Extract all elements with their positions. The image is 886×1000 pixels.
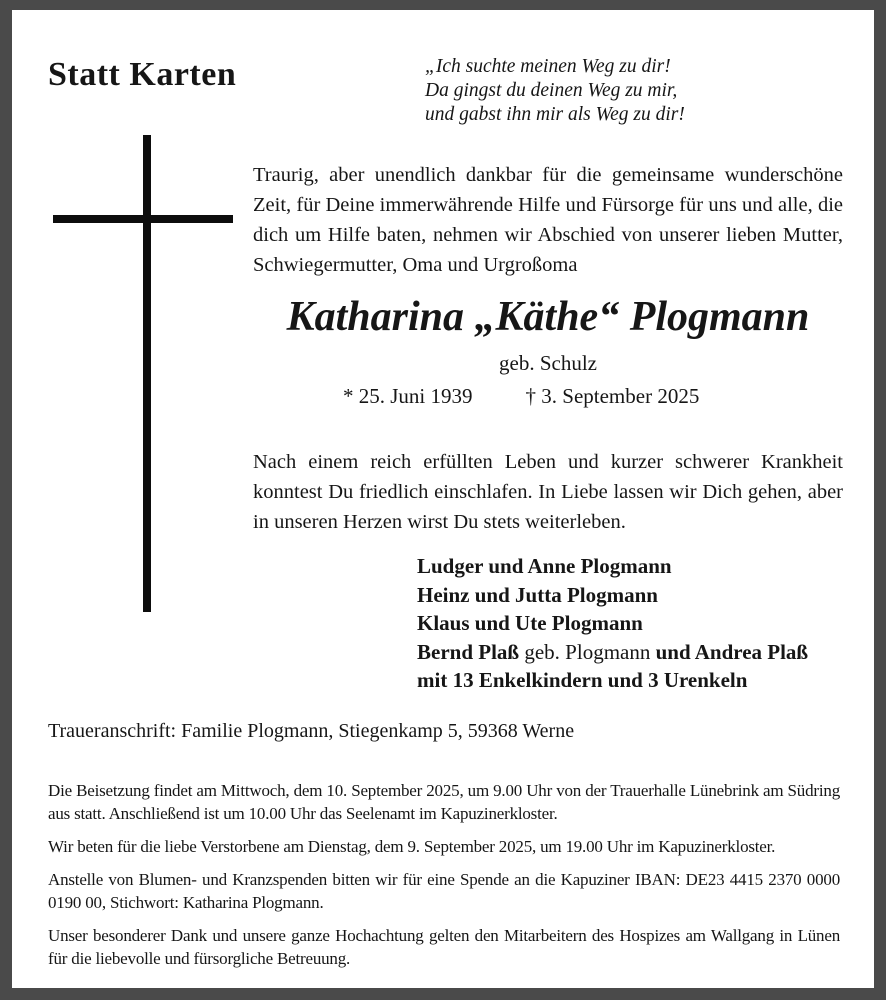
mourner-line-mixed — [417, 638, 808, 667]
memorial-quote — [425, 55, 685, 127]
grandchildren-line: mit 13 Enkelkindern und 3 Urenkeln — [417, 668, 748, 692]
announcement-donations: Anstelle von Blumen- und Kranzspenden bitten wir für eine Spende an die Kapuziner IBAN: DE23 4415 2370 0000 0190 00, Stichwort: Katharina Plogmann. — [48, 870, 840, 912]
mourner-line: Heinz und Jutta Plogmann — [417, 582, 658, 607]
mourners-list — [417, 552, 808, 695]
life-dates — [253, 384, 843, 409]
mourning-address: Traueranschrift: Familie Plogmann, Stiegenkamp 5, 59368 Werne — [48, 720, 575, 742]
quote-line-1: „Ich suchte meinen Weg zu dir! — [425, 56, 671, 77]
funeral-announcements — [48, 779, 840, 980]
tribute-paragraph: Nach einem reich erfüllten Leben und kurzer schwerer Krankheit konntest Du friedlich einschlafen. In Liebe lassen wir Dich gehen, aber in unseren Herzen wirst Du stets weiterleben. — [253, 451, 843, 533]
statt-karten-heading: Statt Karten — [48, 56, 237, 93]
quote-line-3: und gabst ihn mir als Weg zu dir! — [425, 104, 685, 125]
mourner-line: Ludger und Anne Plogmann — [417, 554, 672, 578]
mourner-line: Klaus und Ute Plogmann — [417, 611, 643, 635]
maiden-name: geb. Schulz — [499, 351, 597, 375]
mourner-maiden-regular: geb. Plogmann — [519, 639, 656, 664]
mourner-name-bold: und Andrea Plaß — [655, 639, 809, 664]
death-date: † 3. September 2025 — [525, 384, 700, 408]
cross-vertical-bar — [143, 135, 151, 612]
birth-date: * 25. Juni 1939 — [343, 384, 473, 408]
announcement-thanks: Unser besonderer Dank und unsere ganze Hochachtung gelten den Mitarbeitern des Hospizes am Wallgang in Lünen für die liebevolle und fürsorgliche Betreuung. — [48, 926, 840, 968]
cross-horizontal-bar — [53, 215, 233, 223]
intro-paragraph: Traurig, aber unendlich dankbar für die gemeinsame wunderschöne Zeit, für Deine immerwährende Hilfe und Fürsorge für uns und alle, die dich um Hilfe baten, nehmen wir Abschied von unserer lieben Mutter, Schwiegermutter, Oma und Urgroßoma — [253, 164, 843, 276]
obituary-notice — [12, 10, 874, 988]
announcement-burial: Die Beisetzung findet am Mittwoch, dem 10. September 2025, um 9.00 Uhr von der Trauerhalle Lünebrink am Südring aus statt. Anschließend ist um 10.00 Uhr das Seelenamt im Kapuzinerkloster. — [48, 781, 840, 823]
deceased-name: Katharina „Käthe“ Plogmann — [286, 294, 810, 340]
announcement-prayer: Wir beten für die liebe Verstorbene am Dienstag, dem 9. September 2025, um 19.00 Uhr im Kapuzinerkloster. — [48, 837, 776, 856]
mourner-name-bold: Bernd Plaß — [417, 639, 520, 664]
quote-line-2: Da gingst du deinen Weg zu mir, — [425, 80, 678, 101]
